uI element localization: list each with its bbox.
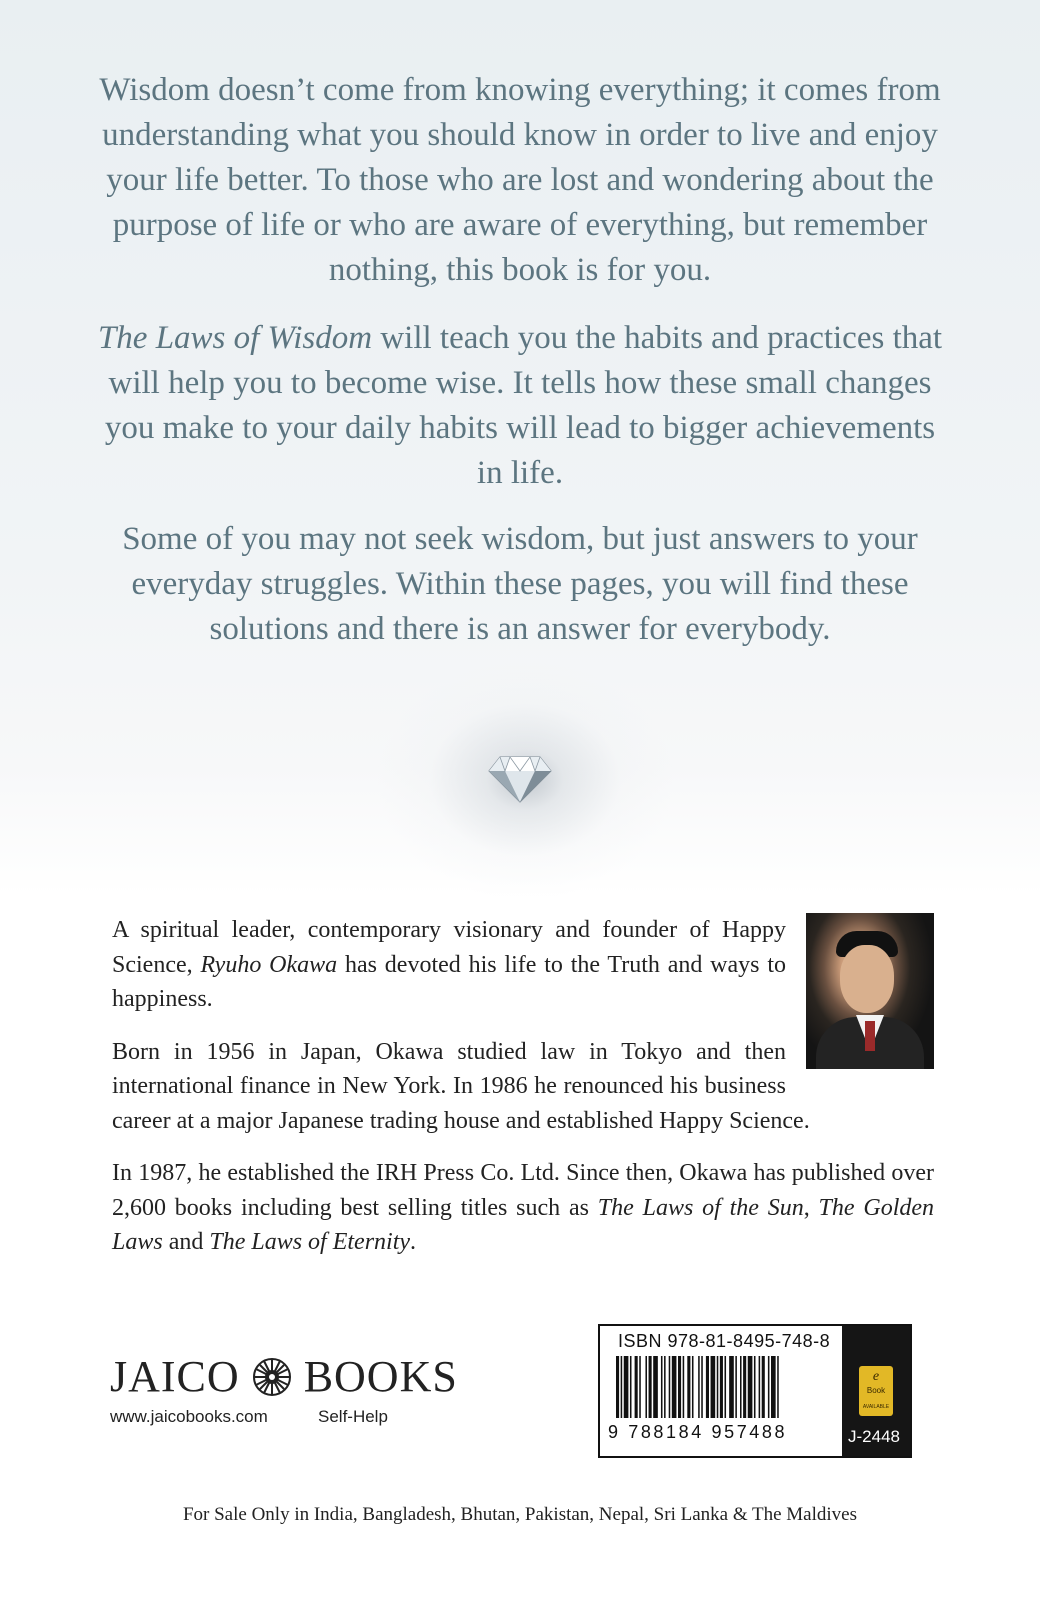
blurb-paragraph-3: Some of you may not seek wisdom, but just answers to your everyday struggles. Within these pages, you will find these solutions and there is an answer for everybody. <box>122 521 918 647</box>
blurb-paragraph-1: Wisdom doesn’t come from knowing everything; it comes from understanding what you should know in order to live and enjoy your life better. To those who are lost and wondering about the purpose of life or who are aware of everything, but remember nothing, this book is for you. <box>99 72 941 288</box>
title-golden-laws: The Golden Laws <box>112 1194 935 1255</box>
ebook-available-badge: e Book AVAILABLE <box>859 1366 893 1416</box>
sale-territory-notice: For Sale Only in India, Bangladesh, Bhutan, Pakistan, Nepal, Sri Lanka & The Maldives <box>182 1504 858 1525</box>
publisher-name-right: BOOKS <box>303 1352 458 1401</box>
publisher-block <box>110 1352 458 1426</box>
bio-paragraph-2: Born in 1956 in Japan, Okawa studied law in Tokyo and then international finance in New York. In 1986 he renounced his business career at a major Japanese trading house and established Happy Science. <box>112 1038 810 1134</box>
barcode-icon <box>614 1356 834 1424</box>
genre-label: Self-Help <box>318 1407 388 1426</box>
publisher-name-left: JAICO <box>110 1352 240 1401</box>
bio-paragraph-1: A spiritual leader, contemporary visionary and founder of Happy Science, Ryuho Okawa has devoted his life to the Truth and ways to happiness. <box>112 917 787 1012</box>
isbn-digits: 9 788184 957488 <box>608 1422 788 1442</box>
title-laws-of-sun: The Laws of the Sun <box>597 1194 804 1221</box>
book-title: The Laws of Wisdom <box>97 320 373 356</box>
ebook-panel <box>842 1326 910 1456</box>
publisher-name <box>110 1352 458 1401</box>
jaico-logo-icon <box>252 1357 292 1397</box>
bio-paragraph-3: In 1987, he established the IRH Press Co. Ltd. Since then, Okawa has published over 2,600 books including best selling titles such as The Laws of the Sun, The Golden Laws and The Laws of Eternity. <box>112 1160 935 1255</box>
catalog-code: J-2448 <box>848 1427 900 1446</box>
author-name: Ryuho Okawa <box>200 951 338 978</box>
title-laws-of-eternity: The Laws of Eternity <box>209 1229 411 1255</box>
author-photo <box>806 913 934 1069</box>
diamond-icon <box>488 755 552 803</box>
blurb-paragraph-2-text: will teach you the habits and practices that will help you to become wise. It tells how these small changes you make to your daily habits will lead to bigger achievements in life. <box>104 320 943 491</box>
blurb-paragraph-2 <box>95 316 945 496</box>
author-bio <box>112 913 934 1278</box>
isbn-label: ISBN 978-81-8495-748-8 <box>618 1331 831 1351</box>
isbn-barcode-box <box>598 1324 912 1458</box>
publisher-url: www.jaicobooks.com <box>110 1407 268 1426</box>
